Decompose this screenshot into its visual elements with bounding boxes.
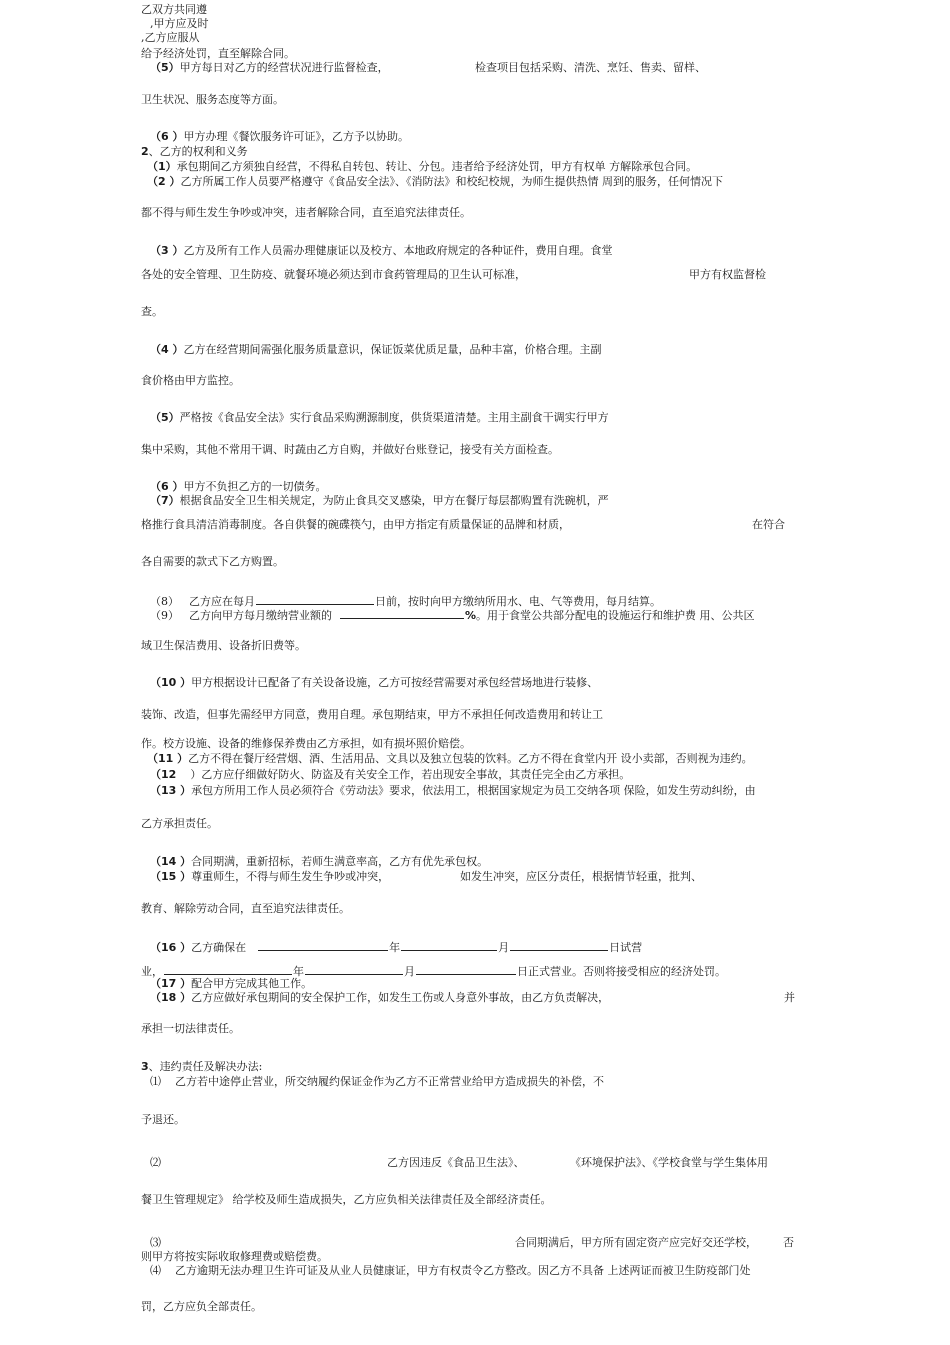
duty-3-cont: 各处的安全管理、卫生防疫、就餐环境必须达到市食药管理局的卫生认可标准， (141, 268, 526, 281)
breach-2-cont2: 《环境保护法》、《学校食堂与学生集体用 (570, 1156, 768, 1169)
duty-1: （1）承包期间乙方须独自经营，不得私自转包、转让、分包。违者给予经济处罚，甲方有权单 方解除承包合同。 (147, 160, 698, 173)
duty-14: （14 ）合同期满，重新招标，若师生满意率高，乙方有优先承包权。 (150, 855, 489, 868)
duty-4: （4 ）乙方在经营期间需强化服务质量意识，保证饭菜优质足量，品种丰富，价格合理。主副 (150, 343, 602, 356)
blank-line (401, 939, 497, 951)
duty-13: （13 ）承包方所用工作人员必须符合《劳动法》要求，依法用工，根据国家规定为员工交纳各项 保险，如发生劳动纠纷，由 (150, 784, 756, 797)
blank-line (510, 939, 608, 951)
duty-10: （10 ）甲方根据设计已配备了有关设备设施，乙方可按经营需要对承包经营场地进行装修、 (150, 676, 599, 689)
duty-3: （3 ）乙方及所有工作人员需办理健康证以及校方、本地政府规定的各种证件，费用自理。食堂 (150, 244, 613, 257)
duty-8: （8） 乙方应在每月 日前，按时向甲方缴纳所用水、电、气等费用，每月结算。 (150, 595, 661, 608)
clause-5-cont: 检查项目包括采购、清洗、烹饪、售卖、留样、 (475, 61, 706, 74)
duty-6: （6 ）甲方不负担乙方的一切债务。 (150, 480, 327, 493)
text-line: ,甲方应及时 (150, 17, 209, 30)
breach-3: ⑶ (150, 1236, 161, 1249)
clause-6: （6 ）甲方办理《餐饮服务许可证》，乙方予以协助。 (150, 130, 409, 143)
duty-7-cont: 格推行食具清洁消毒制度。各自供餐的碗碟筷勺，由甲方指定有质量保证的品牌和材质， (141, 518, 570, 531)
clause-5: （5）甲方每日对乙方的经营状况进行监督检查， (150, 61, 389, 74)
breach-1: ⑴ 乙方若中途停止营业，所交纳履约保证金作为乙方不正常营业给甲方造成损失的补偿，不 (150, 1075, 604, 1088)
blank-line (256, 593, 374, 605)
blank-line (305, 963, 403, 975)
duty-10-end: 作。校方设施、设备的维修保养费由乙方承担，如有损坏照价赔偿。 (141, 737, 471, 750)
blank-line (340, 607, 464, 619)
duty-15: （15 ）尊重师生，不得与师生发生争吵或冲突， (150, 870, 390, 883)
duty-18-cont: 并 (784, 991, 795, 1004)
breach-3-cont2: 否 (783, 1236, 794, 1249)
breach-2-cont: 乙方因违反《食品卫生法》、 (387, 1156, 525, 1169)
breach-2: ⑵ (150, 1156, 161, 1169)
duty-15-cont: 如发生冲突，应区分责任，根据情节轻重，批判、 (460, 870, 702, 883)
duty-9-end: 域卫生保洁费用、设备折旧费等。 (141, 639, 306, 652)
breach-3-cont: 合同期满后，甲方所有固定资产应完好交还学校， (515, 1236, 757, 1249)
duty-5: （5）严格按《食品安全法》实行食品采购溯源制度，供货渠道清楚。主用主副食干调实行甲方 (150, 411, 609, 424)
breach-4-end: 罚，乙方应负全部责任。 (141, 1300, 262, 1313)
duty-18-end: 承担一切法律责任。 (141, 1022, 240, 1035)
duty-9: （9） 乙方向甲方每月缴纳营业额的 %。用于食堂公共部分配电的设施运行和维护费 用、公共区 (150, 609, 755, 622)
text-line: ,乙方应服从 (141, 31, 200, 44)
breach-3-end: 则甲方将按实际收取修理费或赔偿费。 (141, 1250, 328, 1263)
duty-7-cont2: 在符合 (752, 518, 785, 531)
duty-3-cont2: 甲方有权监督检 (689, 268, 766, 281)
duty-4-end: 食价格由甲方监控。 (141, 374, 240, 387)
text-line: 给予经济处罚，直至解除合同。 (141, 47, 295, 60)
text-line: 乙双方共同遵 (141, 3, 207, 16)
section-2-heading: 2、乙方的权利和义务 (141, 145, 248, 158)
duty-18: （18 ）乙方应做好承包期间的安全保护工作，如发生工伤或人身意外事故，由乙方负责解决， (150, 991, 610, 1004)
section-3-heading: 3、违约责任及解决办法: (141, 1060, 263, 1073)
duty-10-cont: 装饰、改造，但事先需经甲方同意，费用自理。承包期结束，甲方不承担任何改造费用和转让工 (141, 708, 603, 721)
duty-2: （2 ）乙方所属工作人员要严格遵守《食品安全法》、《消防法》和校纪校规，为师生提供热情 周到的服务，任何情况下 (147, 175, 723, 188)
duty-2-end: 都不得与师生发生争吵或冲突，违者解除合同，直至追究法律责任。 (141, 206, 471, 219)
breach-4: ⑷ 乙方逾期无法办理卫生许可证及从业人员健康证，甲方有权责令乙方整改。因乙方不具备 上述两证而被卫生防疫部门处 (150, 1264, 751, 1277)
duty-12: （12 ）乙方应仔细做好防火、防盗及有关安全工作，若出现安全事故，其责任完全由乙方承担。 (150, 768, 631, 781)
duty-17: （17 ）配合甲方完成其他工作。 (150, 977, 313, 990)
breach-2-end: 餐卫生管理规定》 给学校及师生造成损失，乙方应负相关法律责任及全部经济责任。 (141, 1193, 552, 1206)
duty-5-end: 集中采购，其他不常用干调、时蔬由乙方自购，并做好台账登记，接受有关方面检查。 (141, 443, 559, 456)
clause-5-end: 卫生状况、服务态度等方面。 (141, 93, 284, 106)
duty-13-end: 乙方承担责任。 (141, 817, 218, 830)
blank-line (416, 963, 516, 975)
duty-3-end: 查。 (141, 305, 163, 318)
duty-16: （16 ）乙方确保在 年 月 日试营 (150, 941, 643, 954)
blank-line (164, 963, 292, 975)
duty-15-end: 教育、解除劳动合同，直至追究法律责任。 (141, 902, 350, 915)
duty-7-end: 各自需要的款式下乙方购置。 (141, 555, 284, 568)
duty-7: （7）根据食品安全卫生相关规定，为防止食具交叉感染，甲方在餐厅每层都购置有洗碗机，严 (150, 494, 609, 507)
blank-line (258, 939, 388, 951)
duty-16-cont: 业， 年 月 日正式营业。否则将接受相应的经济处罚。 (141, 965, 726, 978)
duty-11: （11 ）乙方不得在餐厅经营烟、酒、生活用品、文具以及独立包装的饮料。乙方不得在食堂内开 设小卖部，否则视为违约。 (147, 752, 753, 765)
breach-1-end: 予退还。 (141, 1113, 185, 1126)
